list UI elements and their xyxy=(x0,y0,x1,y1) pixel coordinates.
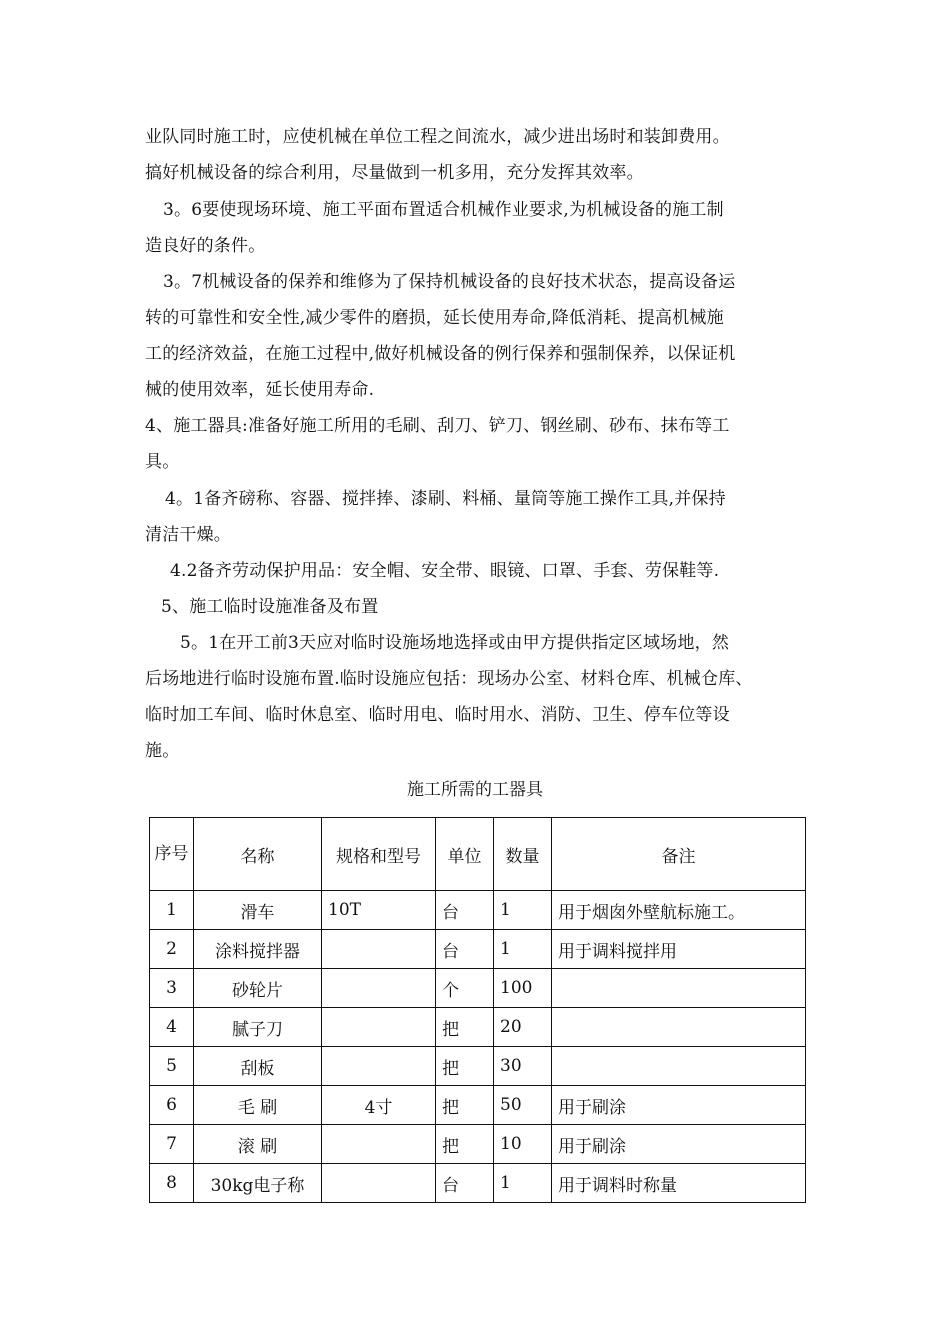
cell-index: 1 xyxy=(150,891,194,930)
cell-quantity: 1 xyxy=(494,1164,552,1203)
header-name: 名称 xyxy=(194,818,322,891)
cell-quantity: 10 xyxy=(494,1125,552,1164)
header-remark: 备注 xyxy=(552,818,806,891)
table-row xyxy=(150,1125,806,1164)
cell-quantity: 1 xyxy=(494,891,552,930)
paragraph-line-6: 转的可靠性和安全性,减少零件的磨损，延长使用寿命,降低消耗、提高机械施 xyxy=(145,308,724,328)
paragraph-line-1: 业队同时施工时，应使机械在单位工程之间流水，减少进出场时和装卸费用。 xyxy=(145,127,730,147)
paragraph-line-3: 3。6要使现场环境、施工平面布置适合机械作业要求,为机械设备的施工制 xyxy=(163,200,724,220)
paragraph-line-5: 3。7机械设备的保养和维修为了保持机械设备的良好技术状态，提高设备运 xyxy=(163,272,736,292)
cell-spec xyxy=(322,1047,436,1086)
cell-name: 腻子刀 xyxy=(194,1008,322,1047)
paragraph-line-16: 后场地进行临时设施布置.临时设施应包括：现场办公室、材料仓库、机械仓库、 xyxy=(145,669,753,689)
cell-unit: 把 xyxy=(436,1047,494,1086)
table-row xyxy=(150,930,806,969)
paragraph-line-15: 5。1在开工前3天应对临时设施场地选择或由甲方提供指定区域场地，然 xyxy=(180,633,730,653)
tools-table xyxy=(149,817,806,1203)
header-index: 序号 xyxy=(150,818,194,891)
cell-name: 30kg电子称 xyxy=(194,1164,322,1203)
cell-index: 3 xyxy=(150,969,194,1008)
cell-index: 7 xyxy=(150,1125,194,1164)
cell-name: 滚 刷 xyxy=(194,1125,322,1164)
header-spec: 规格和型号 xyxy=(322,818,436,891)
cell-remark: 用于刷涂 xyxy=(552,1086,806,1125)
cell-quantity: 100 xyxy=(494,969,552,1008)
cell-quantity: 20 xyxy=(494,1008,552,1047)
paragraph-line-18: 施。 xyxy=(145,741,180,761)
paragraph-line-17: 临时加工车间、临时休息室、临时用电、临时用水、消防、卫生、停车位等设 xyxy=(145,705,730,725)
table-row xyxy=(150,1008,806,1047)
cell-spec: 4寸 xyxy=(322,1086,436,1125)
cell-index: 2 xyxy=(150,930,194,969)
cell-name: 涂料搅拌器 xyxy=(194,930,322,969)
cell-index: 5 xyxy=(150,1047,194,1086)
cell-remark: 用于烟囱外壁航标施工。 xyxy=(552,891,806,930)
cell-remark xyxy=(552,1008,806,1047)
table-caption: 施工所需的工器具 xyxy=(407,780,543,800)
paragraph-line-4: 造良好的条件。 xyxy=(145,236,266,256)
header-quantity: 数量 xyxy=(494,818,552,891)
cell-remark xyxy=(552,969,806,1008)
cell-unit: 台 xyxy=(436,891,494,930)
cell-remark: 用于刷涂 xyxy=(552,1125,806,1164)
paragraph-line-13: 4.2备齐劳动保护用品：安全帽、安全带、眼镜、口罩、手套、劳保鞋等. xyxy=(170,561,720,581)
cell-unit: 把 xyxy=(436,1008,494,1047)
cell-remark: 用于调料搅拌用 xyxy=(552,930,806,969)
cell-quantity: 1 xyxy=(494,930,552,969)
cell-spec xyxy=(322,1164,436,1203)
paragraph-line-12: 清洁干燥。 xyxy=(145,525,231,545)
paragraph-line-11: 4。1备齐磅称、容器、搅拌捧、漆刷、料桶、量筒等施工操作工具,并保持 xyxy=(165,489,726,509)
cell-name: 刮板 xyxy=(194,1047,322,1086)
cell-unit: 个 xyxy=(436,969,494,1008)
cell-spec xyxy=(322,930,436,969)
cell-name: 毛 刷 xyxy=(194,1086,322,1125)
paragraph-line-2: 搞好机械设备的综合利用，尽量做到一机多用，充分发挥其效率。 xyxy=(145,163,644,183)
table-row xyxy=(150,1086,806,1125)
cell-quantity: 30 xyxy=(494,1047,552,1086)
cell-remark xyxy=(552,1047,806,1086)
paragraph-line-14: 5、施工临时设施准备及布置 xyxy=(161,597,379,617)
cell-spec: 10T xyxy=(322,891,436,930)
cell-index: 8 xyxy=(150,1164,194,1203)
cell-index: 4 xyxy=(150,1008,194,1047)
cell-name: 砂轮片 xyxy=(194,969,322,1008)
table-row xyxy=(150,969,806,1008)
header-unit: 单位 xyxy=(436,818,494,891)
cell-remark: 用于调料时称量 xyxy=(552,1164,806,1203)
table-header-row xyxy=(150,818,806,891)
cell-index: 6 xyxy=(150,1086,194,1125)
paragraph-line-9: 4、施工器具:准备好施工所用的毛刷、刮刀、铲刀、钢丝刷、砂布、抹布等工 xyxy=(145,416,730,436)
paragraph-line-7: 工的经济效益，在施工过程中,做好机械设备的例行保养和强制保养，以保证机 xyxy=(145,344,736,364)
cell-spec xyxy=(322,1008,436,1047)
cell-unit: 把 xyxy=(436,1086,494,1125)
cell-unit: 把 xyxy=(436,1125,494,1164)
paragraph-line-10: 具。 xyxy=(145,452,180,472)
cell-spec xyxy=(322,969,436,1008)
cell-unit: 台 xyxy=(436,1164,494,1203)
cell-spec xyxy=(322,1125,436,1164)
cell-name: 滑车 xyxy=(194,891,322,930)
cell-unit: 台 xyxy=(436,930,494,969)
table-row xyxy=(150,891,806,930)
table-row xyxy=(150,1164,806,1203)
paragraph-line-8: 械的使用效率，延长使用寿命. xyxy=(145,380,375,400)
table-row xyxy=(150,1047,806,1086)
cell-quantity: 50 xyxy=(494,1086,552,1125)
